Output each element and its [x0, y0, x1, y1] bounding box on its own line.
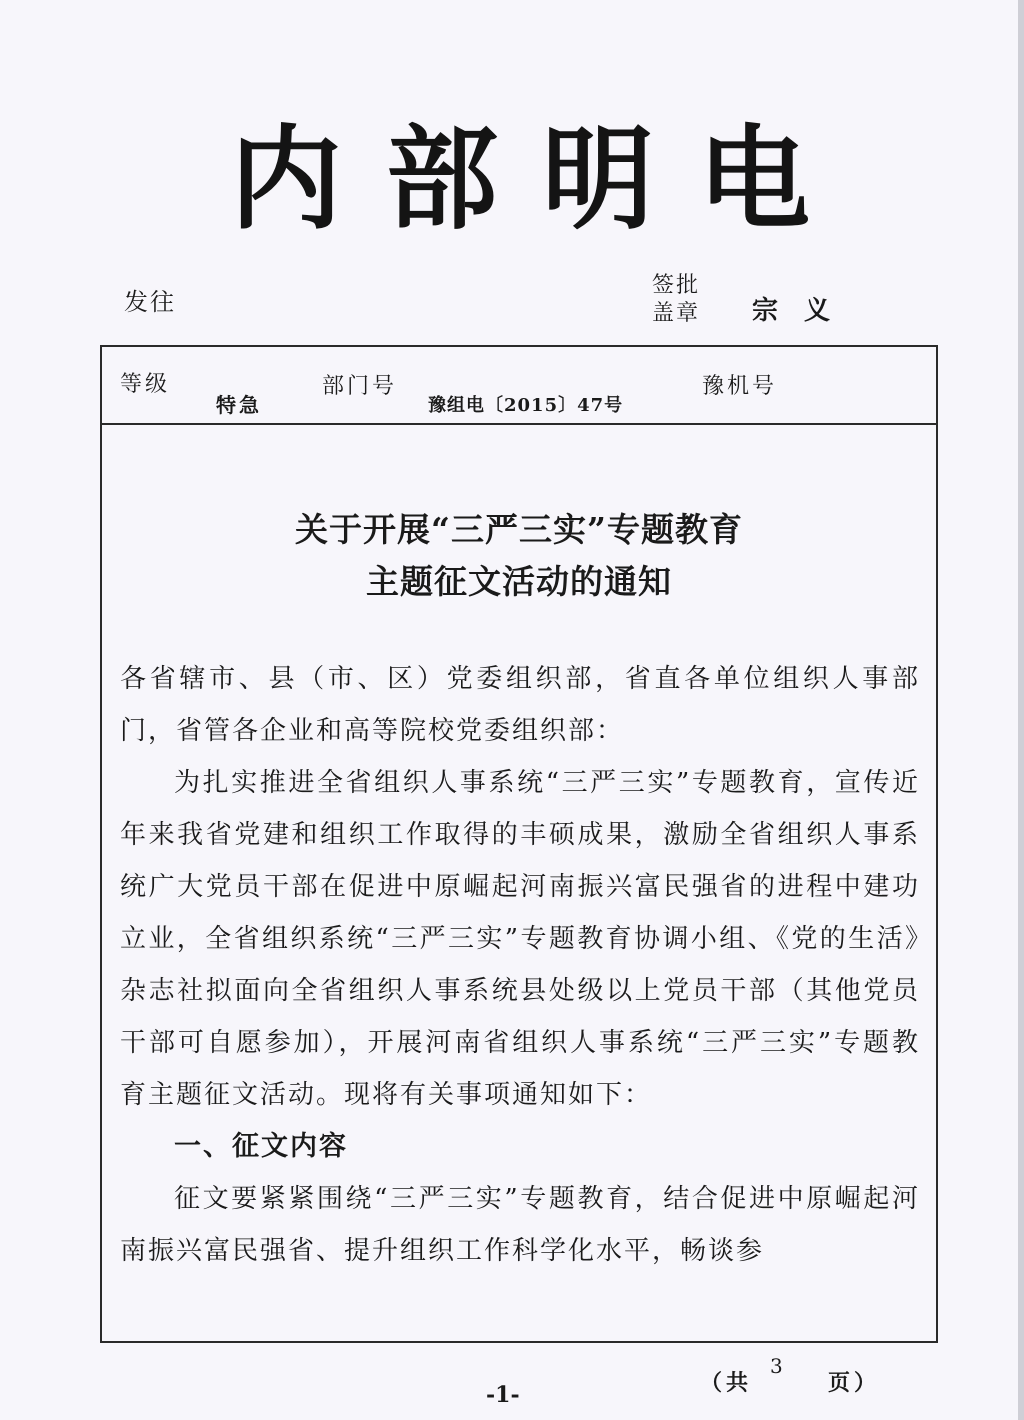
page-total-count: 3	[770, 1354, 783, 1378]
dept-number-label: 部门号	[322, 374, 398, 399]
document-title-line-1: 关于开展“三严三实”专题教育	[295, 510, 743, 549]
telegram-frame	[100, 345, 938, 1343]
machine-number-label: 豫机号	[702, 374, 778, 399]
header-row	[102, 347, 936, 425]
document-title-line-2: 主题征文活动的通知	[366, 562, 672, 601]
scan-edge	[1018, 0, 1024, 1420]
page-total-open: （共	[700, 1370, 753, 1396]
page-number: -1-	[486, 1382, 520, 1408]
sign-label-seal: 盖章	[652, 301, 701, 326]
grade-value: 特急	[216, 393, 262, 417]
masthead-title: 内部明电	[230, 114, 854, 245]
section-heading-1: 一、征文内容	[174, 1131, 348, 1162]
sign-label-block	[652, 272, 700, 328]
signer-name: 宗义	[752, 296, 857, 326]
send-to-label: 发往	[124, 288, 176, 316]
body-paragraph-2: 征文要紧紧围绕“三严三实”专题教育，结合促进中原崛起河南振兴富民强省、提升组织工作科学化水平，畅谈参	[120, 1184, 920, 1266]
dept-number-value: 豫组电〔2015〕47号	[428, 395, 624, 416]
sign-label-approve: 签批	[652, 273, 701, 298]
addressee-paragraph: 各省辖市、县（市、区）党委组织部，省直各单位组织人事部门，省管各企业和高等院校党委组织部：	[120, 664, 920, 746]
document-body	[120, 653, 920, 1277]
body-paragraph-1: 为扎实推进全省组织人事系统“三严三实”专题教育，宣传近年来我省党建和组织工作取得的丰硕成果，激励全省组织人事系统广大党员干部在促进中原崛起河南振兴富民强省的进程中建功立业，全省组织系统“三严三实”专题教育协调小组、《党的生活》杂志社拟面向全省组织人事系统县处级以上党员干部（其他党员干部可自愿参加），开展河南省组织人事系统“三严三实”专题教育主题征文活动。现将有关事项通知如下：	[120, 768, 920, 1110]
grade-label: 等级	[120, 372, 171, 397]
page-total-close: 页）	[828, 1370, 881, 1396]
